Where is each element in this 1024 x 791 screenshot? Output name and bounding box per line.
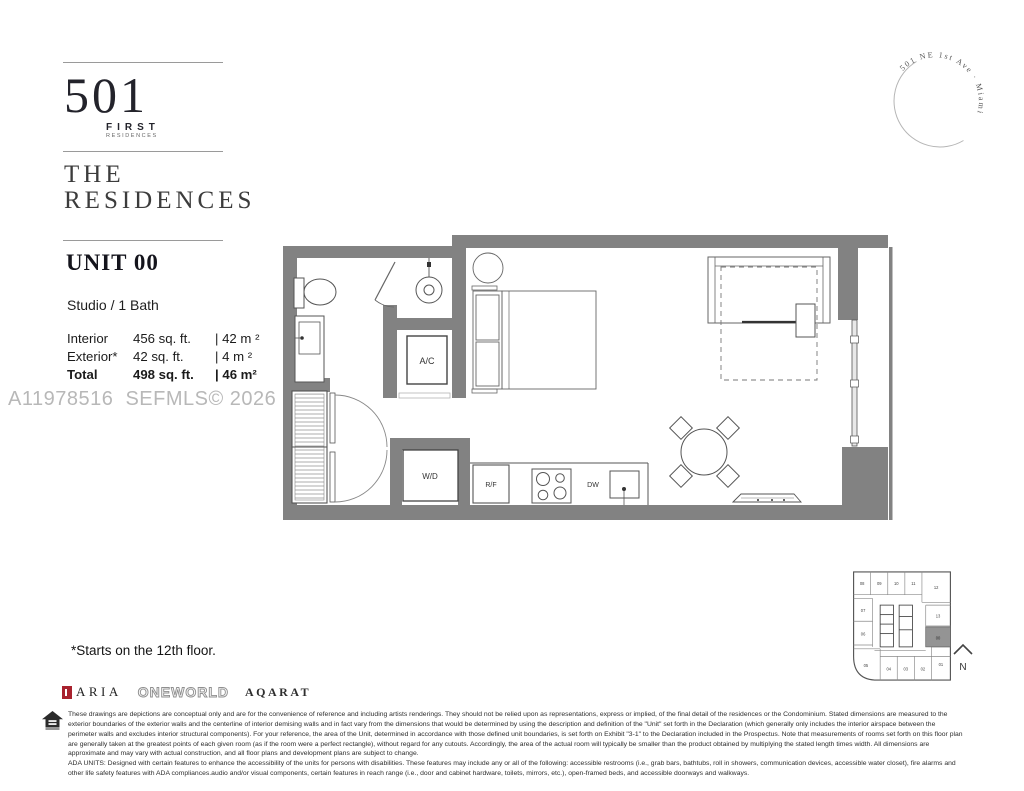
dining-set [670, 417, 740, 488]
area-row-exterior [67, 347, 259, 365]
console [733, 494, 801, 502]
area-label: Exterior* [67, 348, 118, 364]
wd-label: W/D [422, 472, 438, 481]
divider-logo [63, 151, 223, 152]
keyplan-unit-03: 03 [903, 666, 909, 672]
kitchen [470, 463, 648, 505]
keyplan-unit-00: 00 [935, 635, 941, 641]
ac-label: A/C [419, 356, 435, 366]
shower [416, 258, 442, 303]
sofa [708, 257, 830, 380]
keyplan-unit-13: 13 [935, 613, 941, 619]
disclaimer [68, 710, 965, 779]
bed [472, 253, 596, 393]
disclaimer-paragraph-1: These drawings are depictions are conceptual only and are for the convenience of reference and including artists renderings. They should not be relied upon as representations, express or implied, of the final detail of the residences or the Condominium. Stated dimensions are measured to the exterior boundaries of the exterior walls and the centerline of interior demising walls and in fact vary from the dimensions that would be determined by using the description and definition of the "Unit" set forth in the Declaration (which generally only includes the interior airspace between the perimeter walls and excludes interior structural components). For your reference, the area of the Unit, determined in accordance with those defined unit boundaries, is set forth on Exhibit "3-1" to the Declaration included in the Prospectus. Note that measurements of rooms set forth on this floor plan are generally taken at the greatest points of each given room (as if the room were a perfect rectangle), without regard for any cutouts. Accordingly, the area of the actual room will typically be smaller than the product obtained by multiplying the stated length times width. All dimensions are approximate and may vary with actual construction, and all floor plans and development plans are subject to change. [68, 711, 963, 758]
entry-closet [292, 391, 327, 503]
aqarat-logo: AQARAT [245, 684, 312, 699]
bathroom-door [375, 262, 395, 307]
residences-title-line2: RESIDENCES [64, 187, 256, 215]
keyplan-unit-07: 07 [860, 607, 866, 613]
keyplan-unit-04: 04 [886, 666, 891, 672]
keyplan-unit-05: 05 [863, 662, 869, 668]
keyplan-core [880, 605, 912, 647]
keyplan-unit-08: 08 [859, 581, 865, 587]
washer-dryer [403, 450, 458, 501]
rf-label: R/F [485, 482, 497, 489]
developer-logos [62, 684, 311, 700]
north-label: N [959, 662, 967, 673]
keyplan-unit-06: 06 [860, 631, 866, 637]
keyplan-unit-02: 02 [920, 666, 926, 672]
aria-logo-text: ARIA [76, 684, 122, 699]
area-label: Interior [67, 330, 109, 346]
divider-unit [63, 240, 223, 241]
dw-label: DW [587, 482, 599, 489]
toilet-bowl [304, 279, 336, 305]
area-metric: | 46 m² [215, 366, 257, 382]
brand-first: FIRST [106, 122, 160, 133]
residences-title-line1: THE [64, 161, 125, 188]
pillow [476, 295, 499, 340]
unit-subtitle: Studio / 1 Bath [67, 297, 159, 313]
area-table [67, 329, 259, 383]
area-metric: | 42 m ² [215, 330, 260, 346]
ac-closet [399, 336, 450, 398]
area-sqft: 456 sq. ft. [133, 330, 191, 346]
badge-arc [894, 62, 963, 147]
unit-title: UNIT 00 [66, 250, 159, 275]
side-table [796, 304, 815, 337]
area-sqft: 498 sq. ft. [133, 366, 194, 382]
badge-label: 501 NE 1st Ave · Miami [897, 50, 987, 117]
sliding-door [851, 320, 859, 446]
mattress [502, 291, 596, 389]
svg-text:501 NE 1st Ave · Miami [898, 50, 986, 116]
floorplan-drawing [280, 228, 900, 528]
equal-housing-icon [42, 711, 63, 730]
kitchen-sink [610, 471, 639, 505]
brand-number: 501 [64, 67, 148, 123]
area-row-interior [67, 329, 259, 347]
area-sqft: 42 sq. ft. [133, 348, 184, 364]
entry-doors [330, 393, 387, 502]
brand-logo [64, 67, 160, 139]
address-badge [885, 49, 989, 161]
cooktop [532, 469, 571, 503]
aria-logo-icon [62, 686, 72, 699]
keyplan-unit-12: 12 [933, 584, 939, 590]
keyplan-unit-11: 11 [911, 581, 916, 587]
nightstand [473, 253, 503, 283]
faucet [300, 336, 304, 340]
area-row-total [67, 365, 259, 383]
divider-top [63, 62, 223, 63]
area-metric: | 4 m ² [215, 348, 253, 364]
dining-table [681, 429, 727, 475]
toilet-tank [294, 278, 304, 308]
keyplan-unit-10: 10 [894, 581, 899, 587]
keyplan [846, 567, 958, 685]
oneworld-logo: ONEWORLD [137, 684, 229, 700]
area-label: Total [67, 366, 98, 382]
brand-sub: RESIDENCES [106, 133, 158, 139]
walls [283, 235, 893, 520]
residences-title [64, 162, 255, 215]
north-arrow-icon [950, 642, 976, 674]
keyplan-unit-01: 01 [938, 661, 944, 667]
bathroom [294, 278, 336, 382]
pillow [476, 342, 499, 386]
keyplan-unit-09: 09 [876, 581, 882, 587]
mls-watermark: A11978516 SEFMLS© 2026 [8, 388, 277, 410]
aria-logo [62, 684, 122, 700]
floor-footnote: *Starts on the 12th floor. [71, 643, 216, 658]
disclaimer-paragraph-2: ADA UNITS: Designed with certain features to enhance the accessibility of the units for persons with disabilities. These features may include any or all of the following: accessible restrooms (i.e., grab bars, bathtubs, roll in showers, communication devices, accessible water closet), fire alarms and other life safety features with ADA compliances.audio and/or visual components, certain features in reach range (i.e., door and cabinet hardware, toilets, mirrors, etc.), open-framed beds, and accessible doorways and walkways. [68, 760, 956, 778]
